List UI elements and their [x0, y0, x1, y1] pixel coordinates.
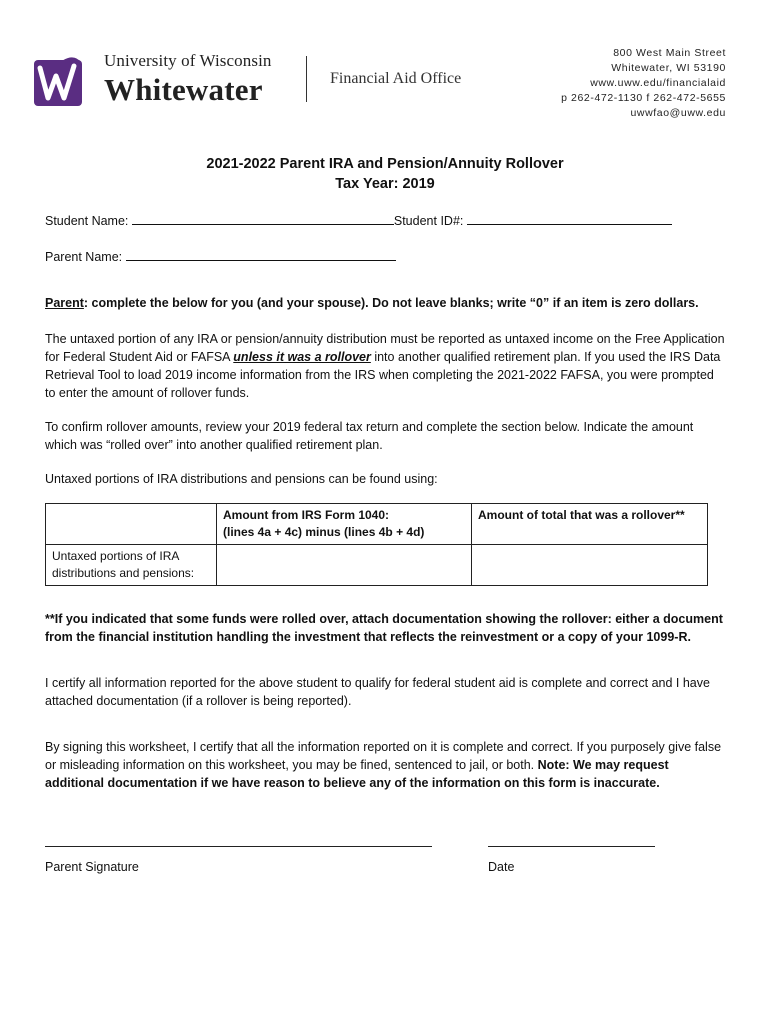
certification-statement: I certify all information reported for the above student to qualify for federal student aid is complete and correct and I have attached documentation (if a rollover is being reported).: [45, 676, 710, 708]
email-link[interactable]: uwwfao@uww.edu: [630, 107, 726, 119]
header-line: (lines 4a + 4c) minus (lines 4b + 4d): [223, 525, 425, 539]
student-id-label: Student ID#:: [393, 214, 464, 228]
student-id-field[interactable]: [467, 212, 672, 225]
student-name-label: Student Name:: [45, 214, 129, 228]
parent-instruction-text: : complete the below for you (and your spouse). Do not leave blanks; write “0” if an item is zero dollars.: [83, 296, 699, 310]
paragraph-untaxed: [45, 330, 725, 402]
table-row: [46, 545, 708, 586]
address-line: Whitewater, WI 53190: [611, 62, 726, 74]
paragraph-confirm: To confirm rollover amounts, review your 2019 federal tax return and complete the section below. Indicate the amount which was “rolled over” into another qualified retirement plan.: [45, 420, 694, 452]
rollover-emphasis: unless it was a rollover: [233, 350, 371, 364]
parent-name-field[interactable]: [126, 248, 396, 261]
uww-logo-icon: [34, 54, 82, 106]
table-row-label: [46, 545, 217, 586]
date-label: Date: [488, 860, 515, 874]
parent-signature-field[interactable]: [45, 846, 432, 847]
table-header-rollover-amount: Amount of total that was a rollover**: [472, 504, 708, 545]
parent-name-label: Parent Name:: [45, 250, 123, 264]
parent-word: Parent: [45, 296, 84, 310]
signing-statement: [45, 738, 725, 792]
paragraph-found-using: Untaxed portions of IRA distributions and pensions can be found using:: [45, 472, 438, 486]
office-name: Financial Aid Office: [330, 70, 462, 87]
row-label-line: distributions and pensions:: [52, 566, 195, 580]
table-header-irs-amount: [217, 504, 472, 545]
table-header-row: [46, 504, 708, 545]
form-title: [0, 154, 770, 194]
address-line: 800 West Main Street: [613, 47, 726, 59]
date-field[interactable]: [488, 846, 655, 847]
paragraph-text: The untaxed portion of any IRA or pension/annuity distribution must be reported as untaxed income on the Free Application for Federal Student Aid or FAFSA: [45, 332, 725, 364]
parent-signature-label: Parent Signature: [45, 860, 139, 874]
parent-name-row: [45, 248, 396, 264]
rollover-documentation-note: **If you indicated that some funds were rolled over, attach documentation showing the rollover: either a document from the financial institution handling the investment that reflects the reinvestment or a copy of your 1099-R.: [45, 612, 723, 644]
office-address: [561, 46, 726, 121]
header-line: Amount from IRS Form 1040:: [223, 508, 390, 522]
header-divider: [306, 56, 307, 102]
parent-instruction: [45, 294, 725, 312]
phone-fax: p 262-472-1130 f 262-472-5655: [561, 92, 726, 104]
irs-amount-field[interactable]: [217, 545, 472, 586]
website-link[interactable]: www.uww.edu/financialaid: [590, 77, 726, 89]
table-cell-empty: [46, 504, 217, 545]
university-name: University of Wisconsin: [104, 51, 272, 70]
rollover-amount-field[interactable]: [472, 545, 708, 586]
campus-name: Whitewater: [104, 72, 263, 107]
paragraph-text: into another qualified retirement plan. If you used the IRS Data Retrieval Tool to load 2019 income information from the IRS when completing the 2021-2022 FAFSA, you were prompted to enter the amount of rollover funds.: [45, 350, 721, 400]
student-name-row: [45, 212, 672, 228]
request-note: Note: We may request additional documentation if we have reason to believe any of the information on this form is inaccurate.: [45, 758, 669, 790]
form-title-line1: 2021-2022 Parent IRA and Pension/Annuity Rollover: [206, 156, 564, 172]
student-name-field[interactable]: [132, 212, 394, 225]
rollover-table: [45, 503, 708, 586]
row-label-line: Untaxed portions of IRA: [52, 549, 180, 563]
form-title-line2: Tax Year: 2019: [335, 176, 435, 192]
signing-text: By signing this worksheet, I certify that all the information reported on it is complete and correct. If you purposely give false or misleading information on this worksheet, you may be fined, sentenced to jail, or both.: [45, 740, 722, 772]
